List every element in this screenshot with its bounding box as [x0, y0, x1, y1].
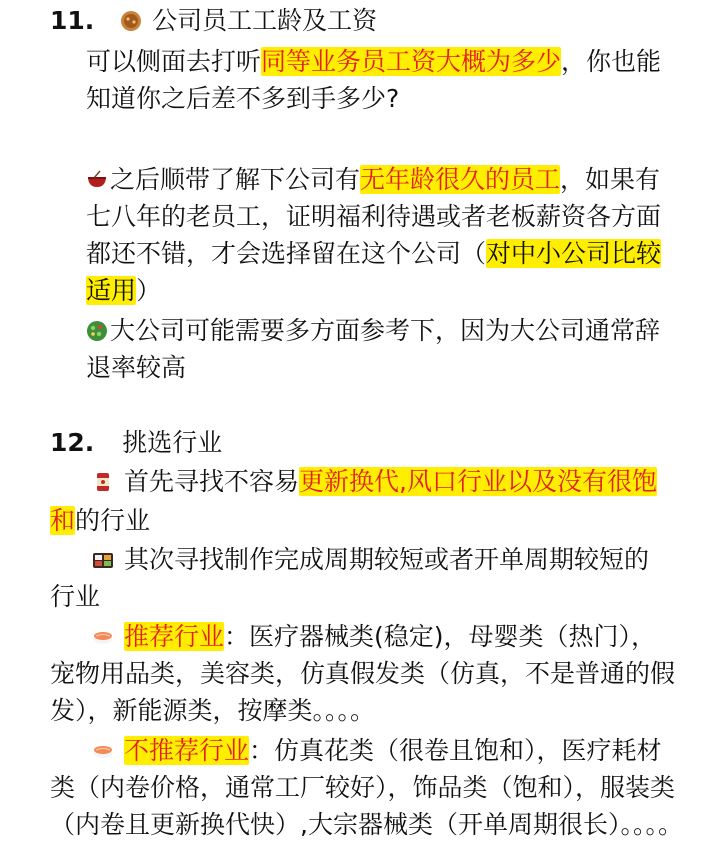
paragraph-line — [86, 45, 661, 79]
text-span: 宠物用品类，美容类，仿真假发类（仿真，不是普通的假 — [50, 659, 676, 688]
text-span: 七八年的老员工，证明福利待遇或者老板薪资各方面 — [86, 202, 662, 231]
paragraph-line — [86, 351, 186, 385]
section-12-heading — [50, 426, 222, 460]
text-span: 发），新能源类，按摩类。。。。 — [50, 696, 376, 725]
section-11-title: 公司员工工龄及工资 — [152, 6, 378, 35]
paragraph-line — [92, 620, 656, 654]
highlight-text: 无年龄很久的员工 — [360, 165, 561, 194]
paragraph-line — [86, 82, 399, 116]
paragraph-line — [86, 163, 660, 197]
text-span: ，你也能 — [561, 47, 662, 76]
text-span: 大公司可能需要多方面参考下，因为大公司通常辞 — [110, 316, 661, 345]
section-11-heading — [50, 4, 377, 38]
paragraph-line — [92, 465, 657, 499]
highlight-text: 更新换代,风口行业以及没有很饱 — [299, 467, 657, 496]
highlight-text: 对中小公司比较 — [486, 239, 662, 268]
highlight-text: 适用 — [86, 276, 137, 305]
text-span: ，如果有 — [560, 165, 661, 194]
highlight-text: 同等业务员工资大概为多少 — [261, 47, 562, 76]
paragraph-line — [50, 657, 675, 691]
sushi-icon — [92, 626, 114, 648]
text-span: 知道你之后差不多到手多少? — [86, 84, 400, 113]
paragraph-line — [86, 237, 661, 271]
text-span: 的行业 — [75, 506, 151, 535]
text-span: 其次寻找制作完成周期较短或者开单周期较短的 — [124, 545, 650, 574]
paragraph-line — [50, 694, 375, 728]
text-span: 退率较高 — [86, 353, 187, 382]
text-span: 都还不错，才会选择留在这个公司（ — [86, 239, 487, 268]
text-span: ） — [136, 276, 162, 305]
salad-icon — [86, 320, 108, 342]
text-span: ：医疗器械类(稳定)，母婴类（热门）， — [224, 622, 657, 651]
text-span: 之后顺带了解下公司有 — [110, 165, 361, 194]
cookie-icon — [120, 10, 142, 32]
paragraph-line — [86, 200, 661, 234]
can-icon — [92, 471, 114, 493]
paragraph-line — [92, 543, 649, 577]
bento-icon — [92, 549, 114, 571]
paragraph-line — [50, 771, 675, 805]
bowl-icon — [86, 169, 108, 191]
section-12-title: 挑选行业 — [122, 428, 223, 457]
paragraph-line — [86, 314, 660, 348]
paragraph-line — [50, 808, 683, 842]
text-span: 行业 — [50, 582, 101, 611]
paragraph-line — [50, 504, 150, 538]
highlight-text: 和 — [50, 506, 76, 535]
text-span: 首先寻找不容易 — [124, 467, 300, 496]
section-12-number: 12. — [50, 428, 95, 457]
text-span: 可以侧面去打听 — [86, 47, 262, 76]
paragraph-line — [86, 274, 161, 308]
text-span: ：仿真花类（很卷且饱和），医疗耗材 — [249, 736, 662, 765]
section-11-number: 11. — [50, 6, 95, 35]
text-span: 类（内卷价格，通常工厂较好），饰品类（饱和），服装类 — [50, 773, 676, 802]
paragraph-line — [92, 734, 662, 768]
paragraph-line — [50, 580, 100, 614]
sushi-icon — [92, 740, 114, 762]
highlight-text: 推荐行业 — [124, 622, 225, 651]
text-span: （内卷且更新换代快）,大宗器械类（开单周期很长）。。。。 — [50, 810, 683, 839]
highlight-text: 不推荐行业 — [124, 736, 250, 765]
